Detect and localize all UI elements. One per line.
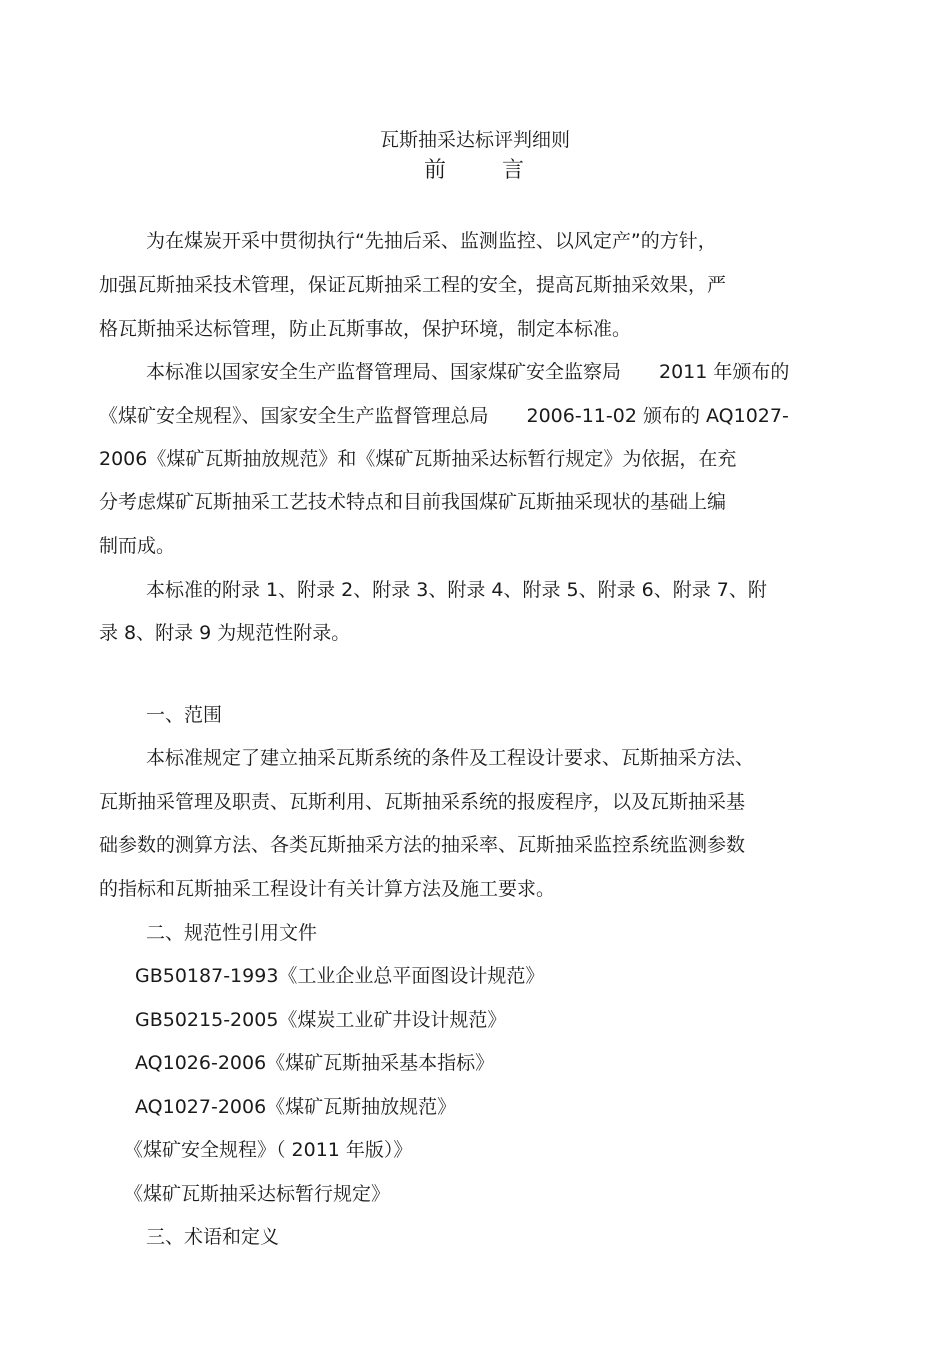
preface-para3-line1: 本标准的附录 1、附录 2、附录 3、附录 4、附录 5、附录 6、附录 7、附 [146,579,767,601]
preface-para2-line3: 2006《煤矿瓦斯抽放规范》和《煤矿瓦斯抽采达标暂行规定》为依据，在充 [99,448,737,470]
section3-heading: 三、术语和定义 [146,1226,280,1248]
reference-item: AQ1027-2006《煤矿瓦斯抽放规范》 [135,1096,457,1118]
document-title: 瓦斯抽采达标评判细则 [379,129,570,151]
preface-para2-line5: 制而成。 [99,535,176,557]
section1-heading: 一、范围 [146,704,223,726]
reference-item: 《煤矿瓦斯抽采达标暂行规定》 [124,1183,391,1205]
section1-line3: 础参数的测算方法、各类瓦斯抽采方法的抽采率、瓦斯抽采监控系统监测参数 [99,834,746,856]
preface-heading: 前 言 [424,158,526,183]
reference-item: GB50187-1993《工业企业总平面图设计规范》 [135,965,545,987]
section1-line2: 瓦斯抽采管理及职责、瓦斯利用、瓦斯抽采系统的报废程序，以及瓦斯抽采基 [99,791,746,813]
preface-para1-line1: 为在煤炭开采中贯彻执行“先抽后采、监测监控、以风定产”的方针， [146,230,717,252]
preface-para2-line1: 本标准以国家安全生产监督管理局、国家煤矿安全监察局 2011 年颁布的 [146,361,790,383]
preface-para3-line2: 录 8、附录 9 为规范性附录。 [99,622,351,644]
reference-item: 《煤矿安全规程》（ 2011 年版）》 [124,1139,413,1161]
section2-heading: 二、规范性引用文件 [146,922,318,944]
reference-item: AQ1026-2006《煤矿瓦斯抽采基本指标》 [135,1052,495,1074]
section1-line4: 的指标和瓦斯抽采工程设计有关计算方法及施工要求。 [99,878,556,900]
preface-para2-line4: 分考虑煤矿瓦斯抽采工艺技术特点和目前我国煤矿瓦斯抽采现状的基础上编 [99,491,727,513]
section1-line1: 本标准规定了建立抽采瓦斯系统的条件及工程设计要求、瓦斯抽采方法、 [146,747,755,769]
preface-para1-line2: 加强瓦斯抽采技术管理，保证瓦斯抽采工程的安全，提高瓦斯抽采效果，严 [99,274,727,296]
preface-para1-line3: 格瓦斯抽采达标管理，防止瓦斯事故，保护环境，制定本标准。 [99,318,632,340]
preface-para2-line2: 《煤矿安全规程》、国家安全生产监督管理总局 2006-11-02 颁布的 AQ1027- [99,405,789,427]
reference-item: GB50215-2005《煤炭工业矿井设计规范》 [135,1009,507,1031]
